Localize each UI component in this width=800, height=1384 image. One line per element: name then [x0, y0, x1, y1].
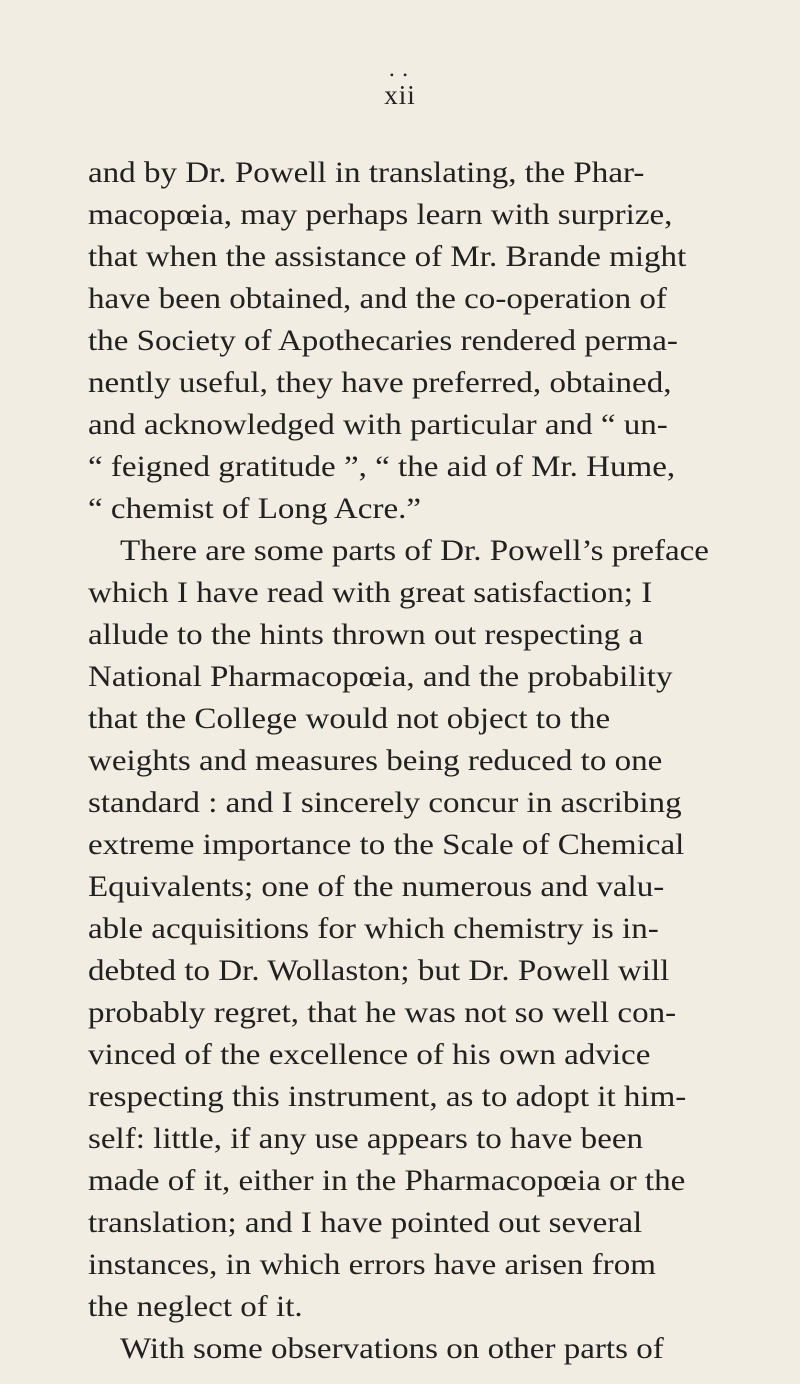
text-line: made of it, either in the Pharmacopœia or the — [88, 1165, 686, 1197]
text-line: that when the assistance of Mr. Brande might — [88, 241, 687, 273]
text-line: extreme importance to the Scale of Chemical — [88, 829, 685, 861]
text-line: weights and measures being reduced to one — [88, 745, 663, 777]
ornament-dots: • • — [389, 68, 411, 82]
text-line: the neglect of it. — [88, 1291, 303, 1323]
text-line: respecting this instrument, as to adopt it him- — [88, 1081, 687, 1113]
text-line: nently useful, they have preferred, obtained, — [88, 367, 672, 399]
text-line: With some observations on other parts of — [120, 1333, 664, 1365]
text-line: standard : and I sincerely concur in ascribing — [88, 787, 682, 819]
page-number-text: xii — [384, 80, 416, 110]
text-line: probably regret, that he was not so well con- — [88, 997, 677, 1029]
text-line: There are some parts of Dr. Powell’s preface — [120, 535, 709, 567]
text-line: Equivalents; one of the numerous and valu- — [88, 871, 665, 903]
text-line: have been obtained, and the co-operation of — [88, 283, 667, 315]
text-line: “ feigned gratitude ”, “ the aid of Mr. Hume, — [88, 451, 676, 483]
text-line: self: little, if any use appears to have been — [88, 1123, 644, 1155]
text-line: macopœia, may perhaps learn with surprize, — [88, 199, 673, 231]
text-line: that the College would not object to the — [88, 703, 611, 735]
text-line: allude to the hints thrown out respecting a — [88, 619, 644, 651]
text-line: debted to Dr. Wollaston; but Dr. Powell will — [88, 955, 670, 987]
text-line: able acquisitions for which chemistry is in- — [88, 913, 659, 945]
text-line: “ chemist of Long Acre.” — [88, 493, 422, 525]
text-line: National Pharmacopœia, and the probability — [88, 661, 673, 693]
text-line: the Society of Apothecaries rendered perma- — [88, 325, 678, 357]
text-line: translation; and I have pointed out several — [88, 1207, 643, 1239]
text-line: which I have read with great satisfaction; I — [88, 577, 653, 609]
page-number — [0, 68, 800, 111]
text-line: and by Dr. Powell in translating, the Phar- — [88, 157, 645, 189]
text-line: and acknowledged with particular and “ un- — [88, 409, 668, 441]
text-line: vinced of the excellence of his own advice — [88, 1039, 651, 1071]
text-line: instances, in which errors have arisen from — [88, 1249, 656, 1281]
